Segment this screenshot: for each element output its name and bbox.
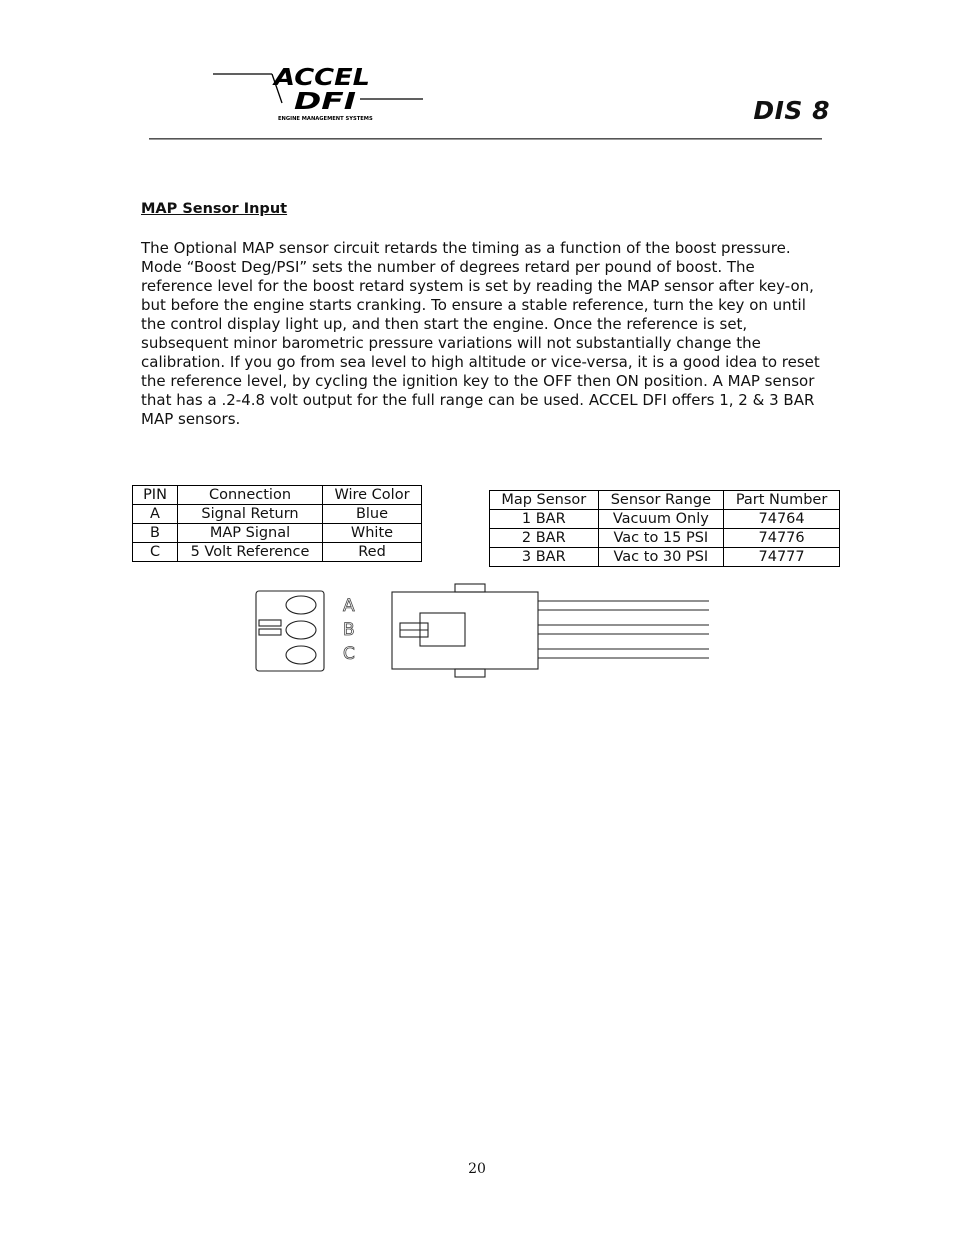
table-header-row	[133, 486, 422, 505]
table-cell: Signal Return	[178, 505, 323, 524]
header-cell: Wire Color	[323, 486, 422, 505]
table-cell: 3 BAR	[490, 548, 599, 567]
logo-brand-bottom: DFI	[294, 89, 357, 115]
document-title: DIS 8	[753, 96, 830, 125]
table-row	[490, 529, 840, 548]
header-cell: PIN	[133, 486, 178, 505]
table-row	[490, 510, 840, 529]
connector-face	[256, 591, 324, 671]
table-cell: 1 BAR	[490, 510, 599, 529]
map-connector-diagram	[250, 583, 720, 680]
table-row	[490, 548, 840, 567]
header-cell: Part Number	[724, 491, 840, 510]
table-cell: White	[323, 524, 422, 543]
connector-side	[392, 584, 709, 677]
table-cell: 74777	[724, 548, 840, 567]
pin-connection-table	[132, 485, 422, 562]
logo-tagline: ENGINE MANAGEMENT SYSTEMS	[278, 116, 373, 122]
pin-c-hole	[286, 646, 316, 664]
table-cell: Vac to 15 PSI	[598, 529, 724, 548]
table-cell: Red	[323, 543, 422, 562]
logo-brand-top: ACCEL	[271, 65, 370, 91]
header-cell: Sensor Range	[598, 491, 724, 510]
pin-label-b: B	[343, 620, 355, 640]
header-cell: Map Sensor	[490, 491, 599, 510]
table-cell: Vacuum Only	[598, 510, 724, 529]
map-sensor-table	[489, 490, 840, 567]
section-heading: MAP Sensor Input	[141, 201, 288, 217]
pin-label-c: C	[343, 644, 355, 664]
header-divider	[149, 138, 822, 140]
accel-dfi-logo	[210, 55, 425, 125]
table-cell: 74764	[724, 510, 840, 529]
table-row	[133, 505, 422, 524]
section-body-text: The Optional MAP sensor circuit retards the timing as a function of the boost pressure. Mode “Boost Deg/PSI” sets the number of degrees retard per pound of boost. The reference level for the boost retard system is set by reading the MAP sensor after key-on, but before the engine starts cranking. To ensure a stable reference, turn the key on until the control display light up, and then start the engine. Once the reference is set, subsequent minor barometric pressure variations will not substantially change the calibration. If you go from sea level to high altitude or vice-versa, it is a good idea to reset the reference level, by cycling the ignition key to the OFF then ON position. A MAP sensor that has a .2-4.8 volt output for the full range can be used. ACCEL DFI offers 1, 2 & 3 BAR MAP sensors.	[141, 239, 820, 428]
table-cell: B	[133, 524, 178, 543]
page-number: 20	[468, 1161, 486, 1177]
pin-a-hole	[286, 596, 316, 614]
table-cell: 5 Volt Reference	[178, 543, 323, 562]
table-cell: A	[133, 505, 178, 524]
table-header-row	[490, 491, 840, 510]
table-cell: 74776	[724, 529, 840, 548]
header-cell: Connection	[178, 486, 323, 505]
table-cell: 2 BAR	[490, 529, 599, 548]
table-row	[133, 543, 422, 562]
table-cell: Blue	[323, 505, 422, 524]
pin-label-a: A	[343, 596, 355, 616]
pin-labels	[343, 596, 355, 664]
table-cell: Vac to 30 PSI	[598, 548, 724, 567]
pin-b-hole	[286, 621, 316, 639]
table-cell: C	[133, 543, 178, 562]
table-cell: MAP Signal	[178, 524, 323, 543]
table-row	[133, 524, 422, 543]
